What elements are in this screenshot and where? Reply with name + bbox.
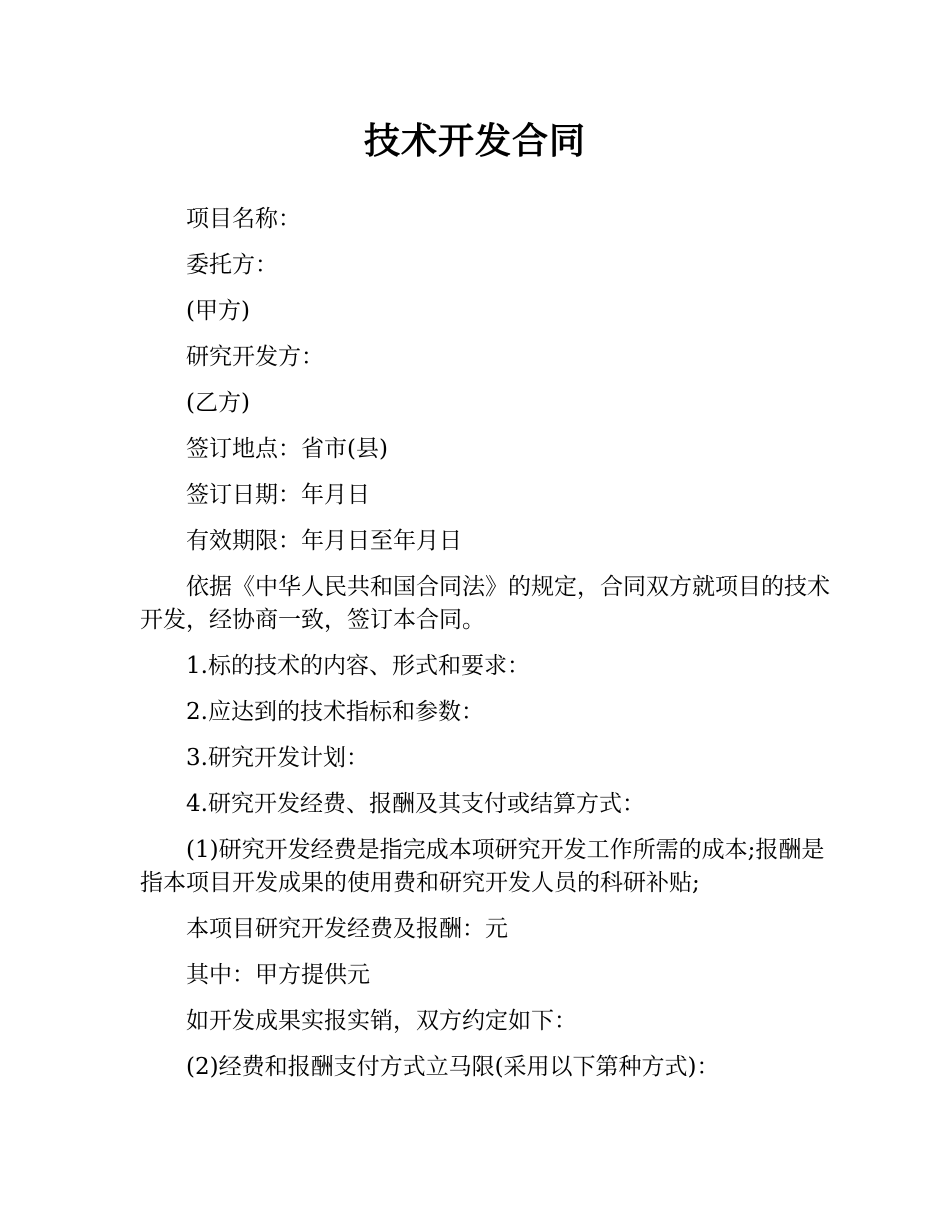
paragraph-item-4: 4.研究开发经费、报酬及其支付或结算方式： — [186, 791, 645, 817]
paragraph-signing-date: 签订日期：年月日 — [186, 482, 370, 508]
paragraph-developer: 研究开发方： — [186, 344, 324, 370]
paragraph-funding-amount: 本项目研究开发经费及报酬：元 — [186, 916, 508, 942]
paragraph-reimbursement-agreement: 如开发成果实报实销，双方约定如下： — [186, 1008, 577, 1034]
paragraph-legal-basis: 依据《中华人民共和国合同法》的规定，合同双方就项目的技术开发，经协商一致，签订本合同。 — [140, 574, 830, 633]
paragraph-signing-place: 签订地点：省市(县) — [186, 436, 388, 462]
paragraph-item-3: 3.研究开发计划： — [186, 745, 369, 771]
paragraph-item-1: 1.标的技术的内容、形式和要求： — [186, 653, 530, 679]
document-body — [140, 203, 830, 1097]
document-title: 技术开发合同 — [363, 121, 586, 162]
paragraph-client: 委托方： — [186, 252, 278, 278]
paragraph-item-2: 2.应达到的技术指标和参数： — [186, 699, 484, 725]
paragraph-party-b: (乙方) — [186, 390, 250, 416]
paragraph-party-a: (甲方) — [186, 298, 250, 324]
paragraph-validity-period: 有效期限：年月日至年月日 — [186, 528, 462, 554]
paragraph-party-a-provides: 其中：甲方提供元 — [186, 962, 370, 988]
paragraph-project-name: 项目名称： — [186, 206, 301, 232]
paragraph-payment-method: (2)经费和报酬支付方式立马限(采用以下第种方式)： — [186, 1054, 720, 1080]
paragraph-funding-definition: (1)研究开发经费是指完成本项研究开发工作所需的成本;报酬是指本项目开发成果的使用费和研究开发人员的科研补贴; — [140, 837, 825, 896]
